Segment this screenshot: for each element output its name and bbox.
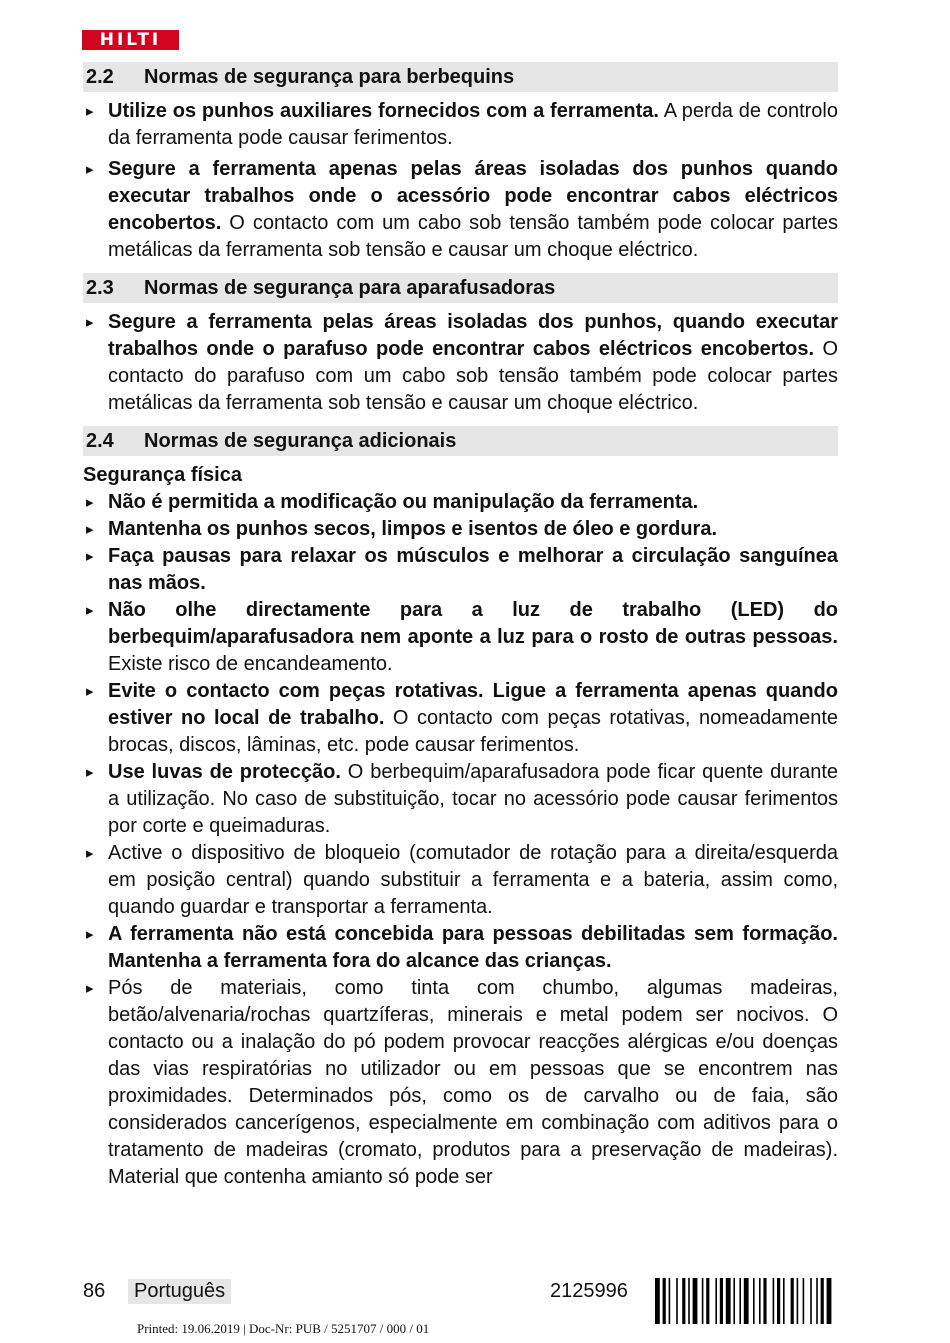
list-item: ▸ Não olhe directamente para a luz de trabalho (LED) do berbequim/aparafusadora nem aponte a luz para o rosto de outras pessoas. Existe risco de encandeamento. [83,597,838,678]
list-item: ▸ Segure a ferramenta apenas pelas áreas isoladas dos punhos quando executar trabalhos onde o acessório pode encontrar cabos eléctricos encobertos. O contacto com um cabo sob tensão também pode colocar partes metálicas da ferramenta sob tensão e causar um choque eléctrico. [83,156,838,264]
list-item: ▸ Utilize os punhos auxiliares fornecidos com a ferramenta. A perda de controlo da ferramenta pode causar ferimentos. [83,98,838,152]
list-item: ▸ Faça pausas para relaxar os músculos e melhorar a circulação sanguínea nas mãos. [83,543,838,597]
hilti-logo: HILTI [82,30,179,50]
bullet-list-2-2 [83,98,838,264]
list-item: ▸ Evite o contacto com peças rotativas. Ligue a ferramenta apenas quando estiver no local de trabalho. O contacto com peças rotativas, nomeadamente brocas, discos, lâminas, etc. pode causar ferimentos. [83,678,838,759]
document-code: 2125996 [550,1280,628,1302]
section-title: Normas de segurança adicionais [144,429,457,452]
subheading: Segurança física [83,464,242,486]
bullet-list-2-3 [83,309,838,417]
section-heading-2-3 [83,273,838,303]
page-number: 86 [83,1280,106,1302]
section-heading-2-2 [83,62,838,92]
bullet-list-2-4 [83,489,838,1191]
section-title: Normas de segurança para berbequins [144,65,515,88]
list-item: ▸ Use luvas de protecção. O berbequim/aparafusadora pode ficar quente durante a utilização. No caso de substituição, tocar no acessório pode causar ferimentos por corte e queimaduras. [83,759,838,840]
language-label: Português [128,1279,231,1304]
list-item: ▸ Pós de materiais, como tinta com chumbo, algumas madeiras, betão/alvenaria/rochas quartzíferas, minerais e metal podem ser nocivos. O contacto ou a inalação do pó podem provocar reacções alérgicas e/ou doenças das vias respiratórias no utilizador ou em pessoas que se encontrem nas proximidades. Determinados pós, como os de carvalho ou de faia, são considerados cancerígenos, especialmente em combinação com aditivos para o tratamento de madeiras (cromato, produtos para a preservação de madeiras). Material que contenha amianto só pode ser [83,975,838,1191]
section-heading-2-4 [83,426,838,456]
list-item: ▸ Mantenha os punhos secos, limpos e isentos de óleo e gordura. [83,516,838,543]
list-item: ▸ A ferramenta não está concebida para pessoas debilitadas sem formação. Mantenha a ferramenta fora do alcance das crianças. [83,921,838,975]
barcode-icon [655,1278,863,1324]
section-number: 2.3 [86,276,114,299]
list-item: ▸ Não é permitida a modificação ou manipulação da ferramenta. [83,489,838,516]
print-info: Printed: 19.06.2019 | Doc-Nr: PUB / 5251707 / 000 / 01 [137,1321,430,1336]
document-body [83,62,838,1191]
section-number: 2.4 [86,429,114,452]
list-item: ▸ Active o dispositivo de bloqueio (comutador de rotação para a direita/esquerda em posição central) quando substituir a ferramenta e a bateria, assim como, quando guardar e transportar a ferramenta. [83,840,838,921]
list-item: ▸ Segure a ferramenta pelas áreas isoladas dos punhos, quando executar trabalhos onde o parafuso pode encontrar cabos eléctricos encobertos. O contacto do parafuso com um cabo sob tensão também pode colocar partes metálicas da ferramenta sob tensão e causar um choque eléctrico. [83,309,838,417]
section-number: 2.2 [86,65,114,88]
section-title: Normas de segurança para aparafusadoras [144,276,556,299]
